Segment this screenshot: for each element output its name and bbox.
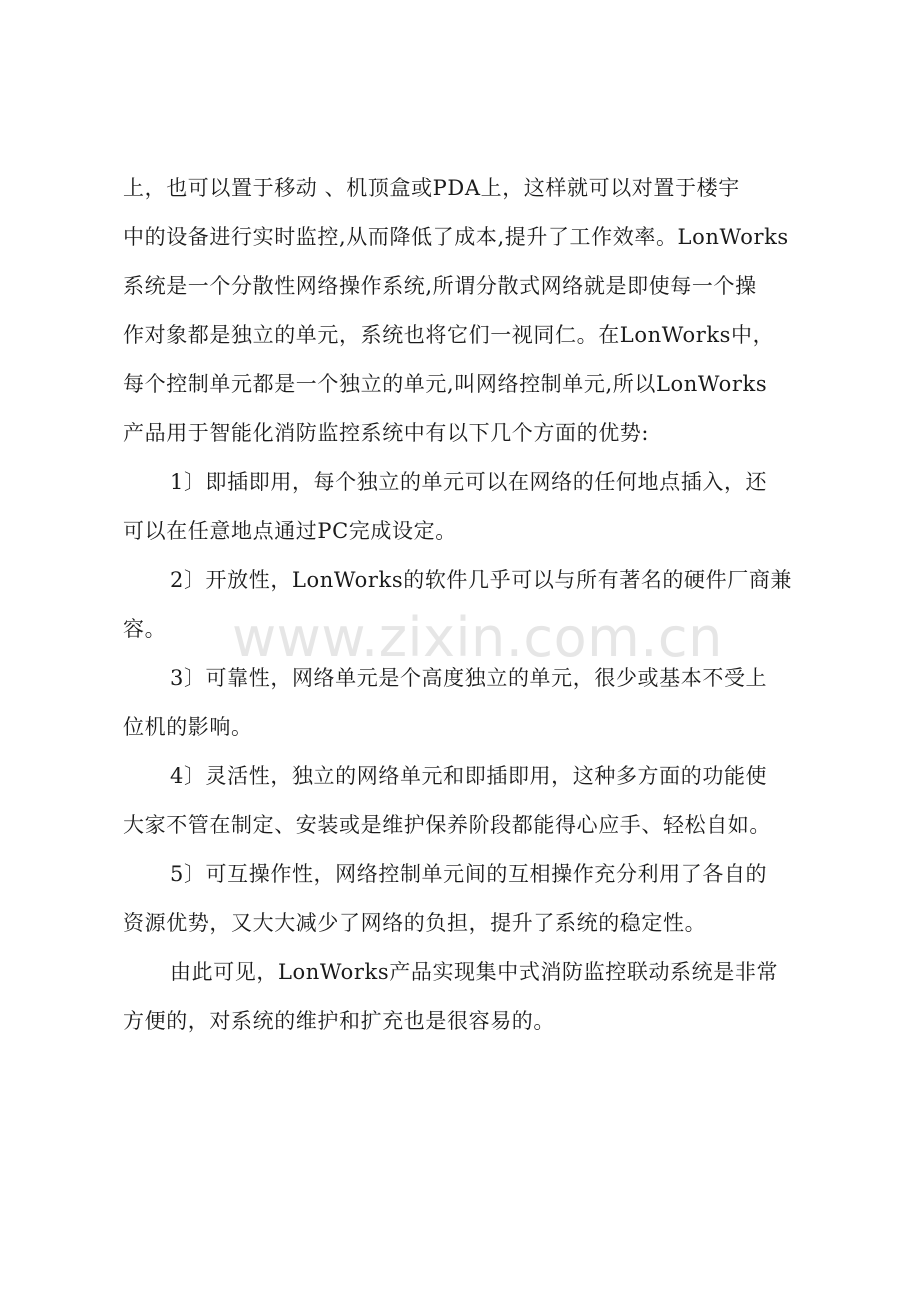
text-line: 上，也可以置于移动 、机顶盒或PDA上，这样就可以对置于楼宇 — [123, 176, 740, 200]
text-line: 产品用于智能化消防监控系统中有以下几个方面的优势: — [123, 421, 650, 445]
text-line: 每个控制单元都是一个独立的单元,叫网络控制单元,所以LonWorks — [123, 372, 768, 396]
text-line: 大家不管在制定、安装或是维护保养阶段都能得心应手、轻松自如。 — [123, 813, 771, 837]
conclusion-line: 由此可见，LonWorks产品实现集中式消防监控联动系统是非常 — [170, 960, 779, 984]
text-line: 可以在任意地点通过PC完成设定。 — [123, 519, 457, 543]
list-item-3-line: 3〕可靠性，网络单元是个高度独立的单元，很少或基本不受上 — [170, 666, 768, 690]
body-text — [123, 164, 813, 1046]
list-item-2-line: 2〕开放性，LonWorks的软件几乎可以与所有著名的硬件厂商兼 — [170, 568, 793, 592]
text-line: 资源优势，又大大减少了网络的负担，提升了系统的稳定性。 — [123, 911, 707, 935]
text-line: 位机的影响。 — [123, 715, 253, 739]
text-line: 作对象都是独立的单元，系统也将它们一视同仁。在LonWorks中， — [123, 323, 775, 347]
watermark: www.zixin.com.cn — [232, 606, 723, 669]
text-line: 方便的，对系统的维护和扩充也是很容易的。 — [123, 1009, 555, 1033]
list-item-4-line: 4〕灵活性，独立的网络单元和即插即用，这种多方面的功能使 — [170, 764, 768, 788]
text-line: 系统是一个分散性网络操作系统,所谓分散式网络就是即使每一个操 — [123, 274, 757, 298]
text-line: 容。 — [123, 617, 167, 641]
list-item-1-line: 1〕即插即用，每个独立的单元可以在网络的任何地点插入，还 — [170, 470, 768, 494]
list-item-5-line: 5〕可互操作性，网络控制单元间的互相操作充分利用了各自的 — [170, 862, 768, 886]
text-line: 中的设备进行实时监控,从而降低了成本,提升了工作效率。LonWorks — [123, 225, 789, 249]
